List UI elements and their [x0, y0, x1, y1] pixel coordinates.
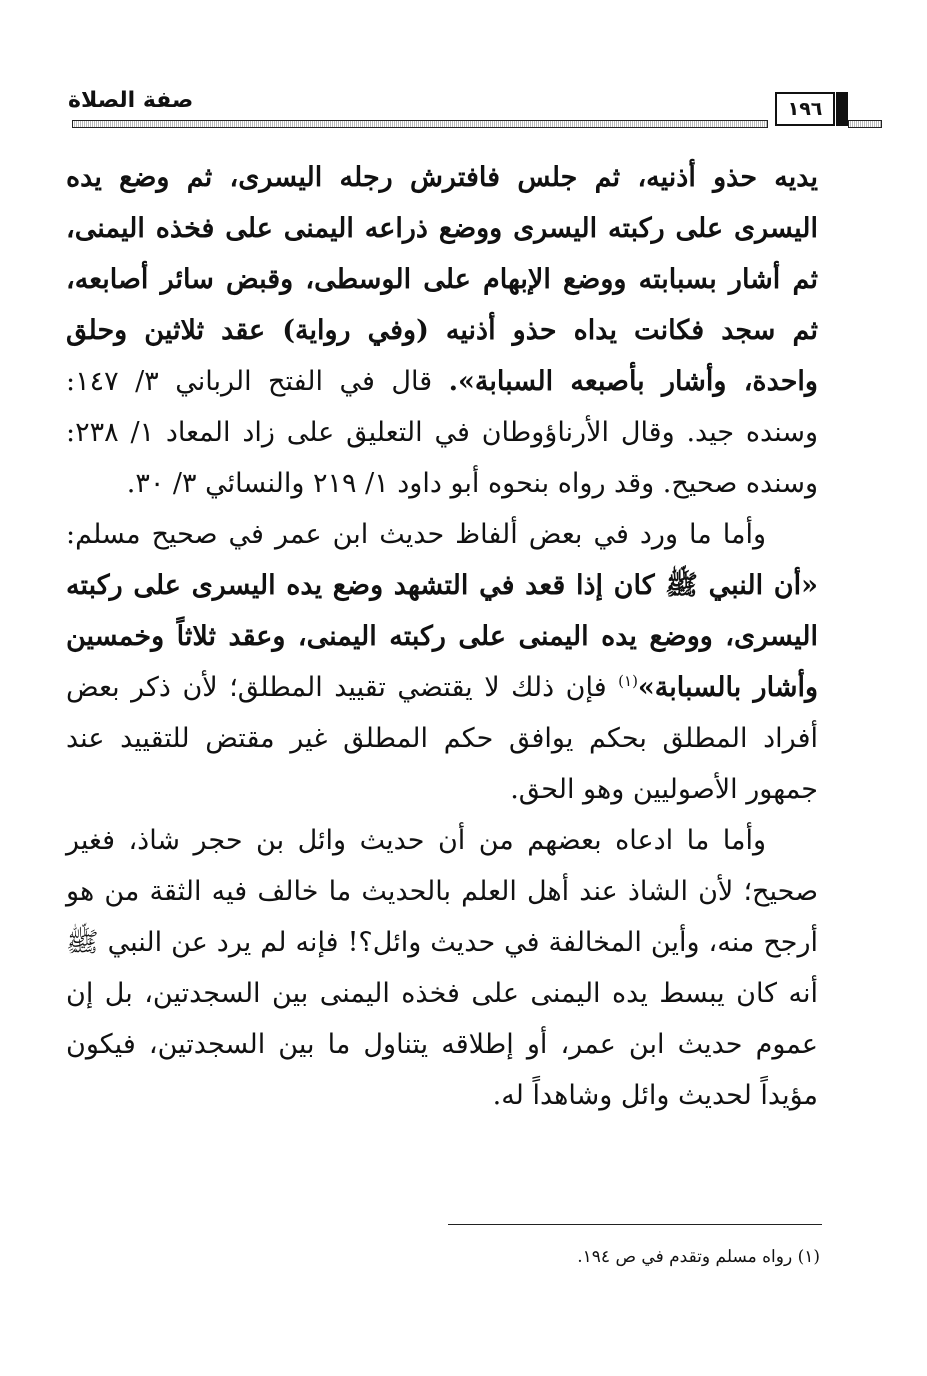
- header-rule-left: [72, 120, 768, 128]
- paragraph-2-intro: وأما ما ورد في بعض ألفاظ حديث ابن عمر في صحيح مسلم:: [66, 519, 766, 550]
- paragraph-2-commentary: فإن ذلك لا يقتضي تقييد المطلق؛ لأن ذكر بعض أفراد المطلق بحكم يوافق حكم المطلق غير مقتض للتقييد عند جمهور الأصوليين وهو الحق.: [66, 672, 818, 805]
- paragraph-1: [66, 152, 818, 509]
- footnote: (١) رواه مسلم وتقدم في ص ١٩٤.: [577, 1247, 820, 1267]
- page-header: [68, 86, 823, 134]
- header-rule-right: [848, 120, 882, 128]
- footnote-divider: [448, 1224, 822, 1225]
- footnote-ref[interactable]: (١): [618, 672, 638, 690]
- body-text: [66, 152, 818, 1121]
- page-number-block: [836, 92, 848, 126]
- hadith-quote-bold: يديه حذو أذنيه، ثم جلس فافترش رجله اليسرى، ثم وضع يده اليسرى على ركبته اليسرى ووضع ذراعه اليمنى على فخذه اليمنى، ثم أشار بسبابته ووضع الإبهام على الوسطى، وقبض سائر أصابعه، ثم سجد فكانت يداه حذو أذنيه (وفي رواية) عقد ثلاثين وحلق واحدة، وأشار بأصبعه السبابة».: [66, 162, 818, 397]
- muslim-quote-bold: «أن النبي ﷺ كان إذا قعد في التشهد وضع يده اليسرى على ركبته اليسرى، ووضع يده اليمنى على ركبته اليمنى، وعقد ثلاثاً وخمسين وأشار بالسبابة»: [66, 570, 818, 703]
- paragraph-3: وأما ما ادعاه بعضهم من أن حديث وائل بن حجر شاذ، فغير صحيح؛ لأن الشاذ عند أهل العلم بالحديث ما خالف فيه الثقة من هو أرجح منه، وأين المخالفة في حديث وائل؟! فإنه لم يرد عن النبي ﷺ أنه كان يبسط يده اليمنى على فخذه اليمنى بين السجدتين، بل إن عموم حديث ابن عمر، أو إطلاقه يتناول ما بين السجدتين، فيكون مؤيداً لحديث وائل وشاهداً له.: [66, 825, 818, 1111]
- page-number: ١٩٦: [775, 92, 835, 126]
- paragraph-2: [66, 509, 818, 815]
- running-title: صفة الصلاة: [68, 88, 194, 113]
- paragraph-1-commentary: قال في الفتح الرباني ٣/ ١٤٧: وسنده جيد. وقال الأرناؤوطان في التعليق على زاد المعاد ١/ ٢٣٨: وسنده صحيح. وقد رواه بنحوه أبو داود ١/ ٢١٩ والنسائي ٣/ ٣٠.: [66, 366, 818, 499]
